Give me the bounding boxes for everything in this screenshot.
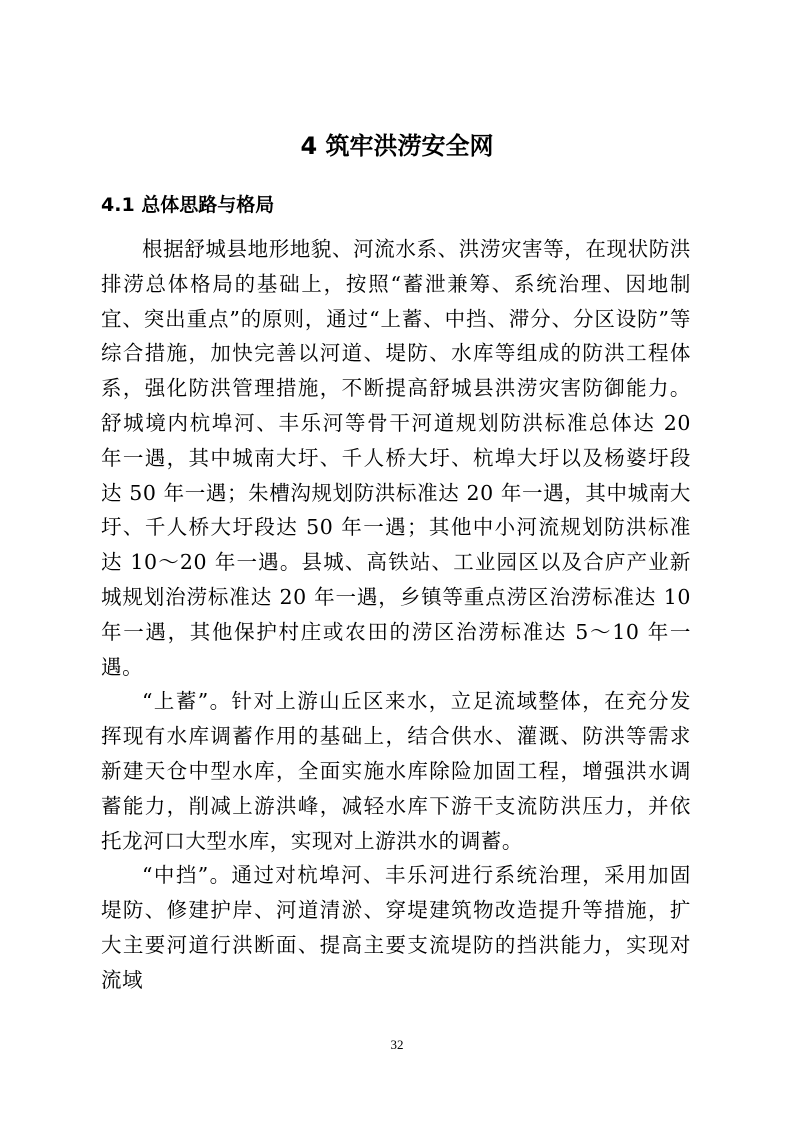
- paragraph-overall-approach: 根据舒城县地形地貌、河流水系、洪涝灾害等，在现状防洪排涝总体格局的基础上，按照“蓄泄兼筹、系统治理、因地制宜、突出重点”的原则，通过“上蓄、中挡、滞分、分区设防”等综合措施，加快完善以河道、堤防、水库等组成的防洪工程体系，强化防洪管理措施，不断提高舒城县洪涝灾害防御能力。舒城境内杭埠河、丰乐河等骨干河道规划防洪标准总体达 20 年一遇，其中城南大圩、千人桥大圩、杭埠大圩以及杨婆圩段达 50 年一遇；朱槽沟规划防洪标准达 20 年一遇，其中城南大圩、千人桥大圩段达 50 年一遇；其他中小河流规划防洪标准达 10～20 年一遇。县城、高铁站、工业园区以及合庐产业新城规划治涝标准达 20 年一遇，乡镇等重点涝区治涝标准达 10 年一遇，其他保护村庄或农田的涝区治涝标准达 5～10 年一遇。: [101, 237, 691, 679]
- paragraph-upstream-storage: “上蓄”。针对上游山丘区来水，立足流域整体，在充分发挥现有水库调蓄作用的基础上，结合供水、灌溉、防洪等需求新建天仓中型水库，全面实施水库除险加固工程，增强洪水调蓄能力，削减上游洪峰，减轻水库下游干支流防洪压力，并依托龙河口大型水库，实现对上游洪水的调蓄。: [101, 689, 691, 853]
- body-text: [101, 232, 691, 998]
- page-number: 32: [390, 1037, 404, 1052]
- paragraph-midstream-blocking: “中挡”。通过对杭埠河、丰乐河进行系统治理，采用加固堤防、修建护岸、河道清淤、穿堤建筑物改造提升等措施，扩大主要河道行洪断面、提高主要支流堤防的挡洪能力，实现对流域: [101, 863, 691, 992]
- section-title: 4.1 总体思路与格局: [101, 194, 275, 216]
- chapter-title: 4 筑牢洪涝安全网: [300, 132, 494, 160]
